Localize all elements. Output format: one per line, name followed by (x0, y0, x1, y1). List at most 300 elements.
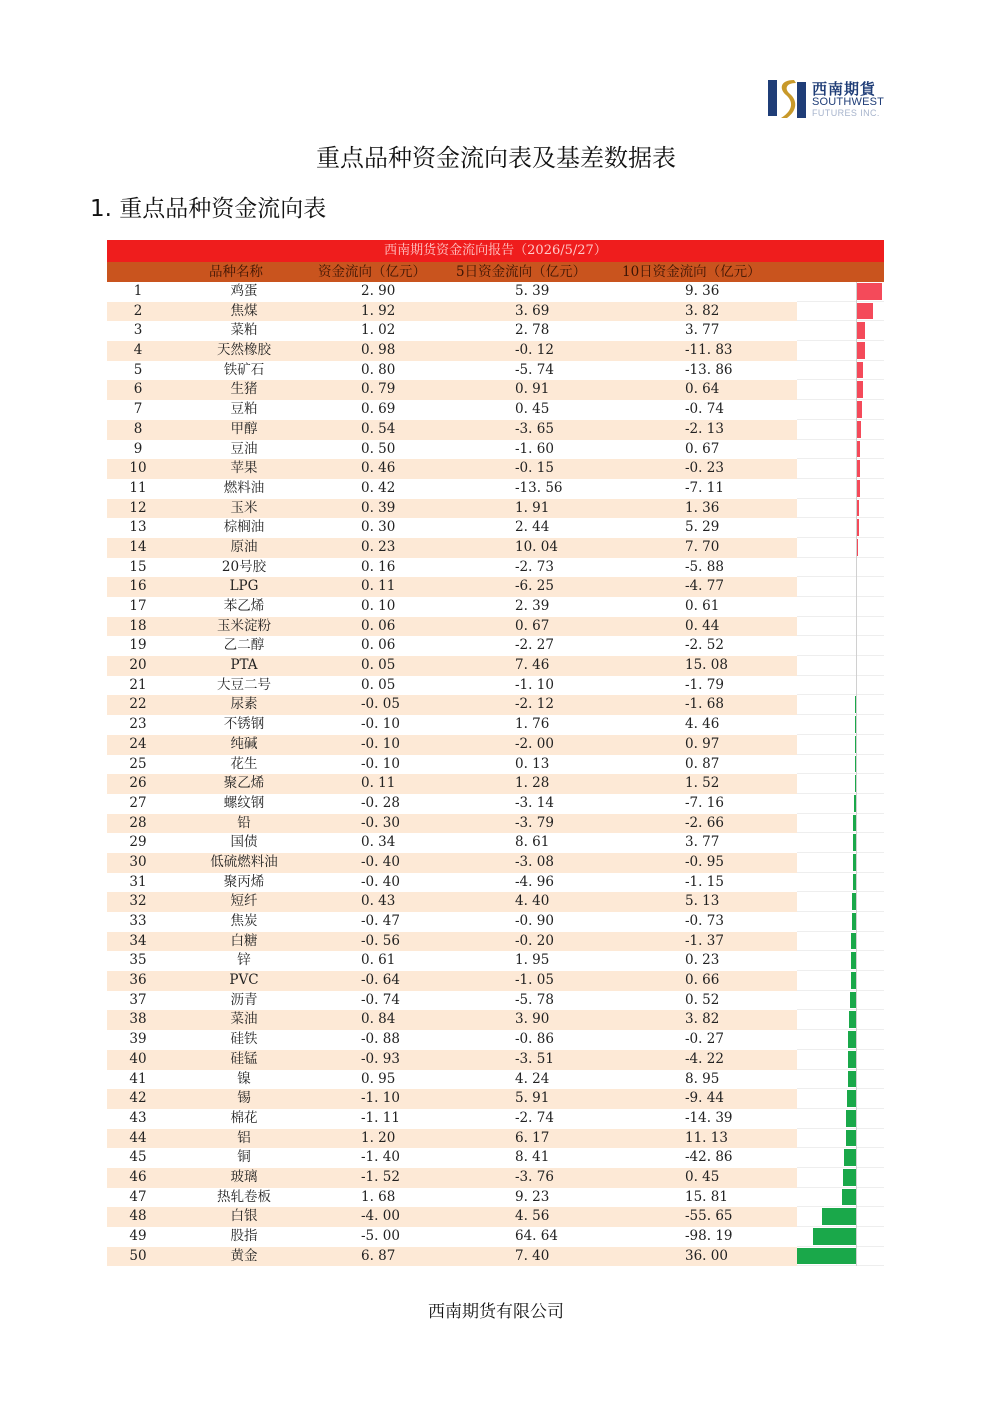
table-row (107, 1188, 884, 1208)
flow-bar-cell (797, 1070, 884, 1090)
cell-variety: 棕榈油 (223, 519, 265, 536)
cell-flow: -0. 40 (361, 853, 400, 870)
cell-flow: 0. 42 (361, 479, 396, 496)
cell-variety: 原油 (230, 538, 258, 555)
cell-flow: 0. 84 (361, 1011, 396, 1028)
cell-flow-5d: -0. 20 (515, 932, 554, 949)
cell-flow-5d: 5. 39 (515, 283, 550, 299)
cell-index: 24 (129, 735, 147, 752)
outflow-bar (813, 1228, 856, 1245)
cell-variety: 焦炭 (230, 913, 258, 929)
cell-flow-5d: -6. 25 (515, 578, 554, 595)
flow-bar-cell (797, 400, 884, 420)
cell-flow-10d: 0. 45 (685, 1168, 720, 1185)
cell-flow-5d: -3. 51 (515, 1050, 554, 1067)
cell-flow-10d: -2. 13 (685, 420, 724, 437)
table-row (107, 853, 884, 873)
cell-flow: -0. 10 (361, 735, 400, 752)
cell-flow-5d: -3. 79 (515, 814, 554, 831)
table-row (107, 538, 884, 558)
cell-flow-10d: 1. 36 (685, 499, 720, 516)
cell-flow: -0. 40 (361, 873, 400, 890)
cell-flow-10d: 1. 52 (685, 775, 720, 792)
cell-index: 25 (129, 755, 147, 772)
cell-flow-10d: -14. 39 (685, 1109, 733, 1126)
cell-flow: 0. 50 (361, 440, 396, 457)
cell-index: 47 (129, 1188, 147, 1205)
cell-flow: -4. 00 (361, 1208, 400, 1225)
cell-index: 37 (129, 991, 147, 1008)
flow-bar-cell (797, 321, 884, 341)
cell-variety: 铅 (237, 814, 251, 831)
cell-flow-10d: 0. 44 (685, 617, 720, 634)
table-row (107, 833, 884, 853)
cell-flow-10d: 36. 00 (685, 1247, 728, 1264)
cell-flow-5d: 8. 61 (515, 834, 550, 851)
flow-bar-cell (797, 380, 884, 400)
header-flow-10d: 10日资金流向（亿元） (622, 264, 761, 280)
cell-flow-5d: 4. 40 (515, 893, 550, 910)
cell-index: 43 (129, 1109, 147, 1126)
cell-index: 46 (129, 1168, 147, 1185)
cell-index: 11 (129, 479, 147, 496)
cell-flow: -0. 28 (361, 794, 400, 811)
table-row (107, 518, 884, 538)
cell-index: 31 (129, 873, 147, 890)
cell-index: 35 (129, 952, 147, 969)
cell-index: 39 (129, 1031, 147, 1048)
logo-mark-icon (766, 76, 808, 122)
cell-index: 21 (129, 676, 147, 693)
cell-variety: 苯乙烯 (223, 598, 265, 614)
cell-variety: 黄金 (230, 1247, 258, 1264)
cell-index: 16 (129, 578, 147, 595)
cell-flow: 0. 30 (361, 519, 396, 536)
table-row (107, 794, 884, 814)
cell-index: 30 (129, 853, 147, 870)
flow-bar-cell (797, 1227, 884, 1247)
cell-flow-10d: -2. 66 (685, 814, 724, 831)
cell-variety: 聚丙烯 (223, 873, 265, 890)
cell-variety: 不锈钢 (223, 716, 265, 733)
cell-flow-10d: 0. 64 (685, 381, 720, 398)
flow-bar-cell (797, 1207, 884, 1227)
flow-bar-cell (797, 1010, 884, 1030)
cell-flow-10d: 0. 61 (685, 598, 720, 614)
cell-flow-5d: -5. 78 (515, 991, 554, 1008)
table-row (107, 735, 884, 755)
cell-flow-5d: -2. 73 (515, 558, 554, 575)
flow-bar-cell (797, 755, 884, 775)
cell-flow-5d: 0. 45 (515, 401, 550, 418)
flow-bar-cell (797, 912, 884, 932)
cell-flow: 6. 87 (361, 1247, 396, 1264)
cell-flow-10d: 15. 08 (685, 657, 728, 674)
cell-flow-5d: 1. 91 (515, 499, 550, 516)
cell-flow: 0. 34 (361, 834, 396, 851)
inflow-bar (856, 322, 865, 339)
outflow-bar (848, 1051, 856, 1068)
cell-flow: 0. 16 (361, 558, 396, 575)
cell-variety: 甲醇 (230, 420, 258, 437)
cell-variety: 锡 (237, 1090, 251, 1107)
outflow-bar (847, 1090, 856, 1107)
outflow-bar (848, 1071, 856, 1088)
cell-flow-5d: -1. 10 (515, 676, 554, 693)
cell-flow: -0. 74 (361, 991, 400, 1008)
cell-flow-5d: -1. 60 (515, 440, 554, 457)
outflow-bar (846, 1110, 856, 1127)
inflow-bar (856, 381, 863, 398)
cell-variety: 硅铁 (230, 1031, 258, 1048)
table-row (107, 971, 884, 991)
outflow-bar (846, 1130, 856, 1147)
cell-flow: 0. 06 (361, 617, 396, 634)
cell-flow-10d: -1. 15 (685, 873, 724, 890)
cell-flow-10d: 3. 82 (685, 1011, 720, 1028)
cell-flow-10d: 3. 77 (685, 834, 720, 851)
cell-variety: 铝 (237, 1129, 251, 1146)
cell-flow-10d: -98. 19 (685, 1228, 733, 1244)
cell-flow: 0. 98 (361, 342, 396, 359)
cell-variety: PVC (229, 972, 259, 989)
cell-flow: 0. 54 (361, 420, 396, 437)
table-row (107, 282, 884, 302)
cell-index: 27 (129, 794, 147, 811)
cell-variety: 大豆二号 (217, 676, 271, 693)
cell-flow-10d: 0. 66 (685, 972, 720, 989)
cell-variety: 20号胶 (221, 558, 267, 575)
table-row (107, 755, 884, 775)
bar-axis (856, 282, 857, 1266)
cell-variety: 锌 (237, 952, 251, 969)
header-flow: 资金流向（亿元） (318, 264, 426, 280)
cell-index: 45 (129, 1149, 147, 1166)
cell-index: 32 (129, 893, 147, 910)
cell-flow: -5. 00 (361, 1228, 400, 1244)
cell-flow: -1. 40 (361, 1149, 400, 1166)
cell-flow-10d: 3. 77 (685, 322, 720, 339)
cell-index: 38 (129, 1011, 147, 1028)
cell-variety: 生猪 (230, 381, 258, 398)
cell-flow-5d: 64. 64 (515, 1228, 558, 1244)
flow-bar-cell (797, 577, 884, 597)
cell-flow-10d: 9. 36 (685, 283, 720, 299)
inflow-bar (856, 303, 873, 320)
cell-variety: 豆油 (230, 440, 258, 457)
table-row (107, 991, 884, 1011)
cell-flow-10d: 5. 13 (685, 893, 720, 910)
cell-flow-10d: -55. 65 (685, 1208, 733, 1225)
cell-flow-10d: -7. 11 (685, 479, 724, 496)
cell-flow: 0. 39 (361, 499, 396, 516)
table-row (107, 440, 884, 460)
cell-flow-5d: -0. 12 (515, 342, 554, 359)
cell-flow: 0. 06 (361, 637, 396, 654)
cell-flow: 0. 80 (361, 361, 396, 378)
cell-flow: 1. 02 (361, 322, 396, 339)
inflow-bar (856, 362, 863, 379)
table-row (107, 1089, 884, 1109)
cell-index: 18 (129, 617, 147, 634)
cell-flow-10d: 8. 95 (685, 1070, 720, 1087)
cell-index: 12 (129, 499, 147, 516)
cell-flow-10d: -1. 37 (685, 932, 724, 949)
fund-flow-table (107, 240, 884, 1266)
table-row (107, 1227, 884, 1247)
logo-english-subtext: FUTURES INC. (812, 108, 880, 118)
cell-variety: 玻璃 (230, 1168, 258, 1185)
cell-variety: 尿素 (230, 696, 258, 713)
table-row (107, 302, 884, 322)
flow-bar-cell (797, 695, 884, 715)
table-row (107, 1070, 884, 1090)
outflow-bar (844, 1149, 856, 1166)
cell-flow-10d: -4. 77 (685, 578, 724, 595)
section-title: 1. 重点品种资金流向表 (90, 196, 327, 222)
outflow-bar (842, 1189, 856, 1206)
cell-variety: 玉米 (230, 499, 258, 516)
cell-variety: PTA (230, 657, 258, 674)
cell-flow-10d: 11. 13 (685, 1129, 728, 1146)
flow-bar-cell (797, 774, 884, 794)
cell-variety: 热轧卷板 (217, 1188, 271, 1205)
flow-bar-cell (797, 558, 884, 578)
table-row (107, 774, 884, 794)
flow-bar-cell (797, 1089, 884, 1109)
flow-bar-cell (797, 1188, 884, 1208)
cell-flow-5d: 6. 17 (515, 1129, 550, 1146)
cell-variety: 白银 (230, 1208, 258, 1225)
cell-variety: 菜油 (230, 1011, 258, 1028)
cell-index: 5 (133, 361, 143, 378)
table-row (107, 656, 884, 676)
table-row (107, 380, 884, 400)
cell-flow-5d: 0. 13 (515, 755, 550, 772)
cell-index: 29 (129, 834, 147, 851)
cell-index: 41 (129, 1070, 147, 1087)
table-row (107, 1109, 884, 1129)
cell-flow-5d: 1. 28 (515, 775, 550, 792)
flow-bar-cell (797, 420, 884, 440)
table-header (107, 262, 884, 282)
table-row (107, 479, 884, 499)
cell-flow: 0. 23 (361, 538, 396, 555)
cell-index: 44 (129, 1129, 147, 1146)
cell-flow-10d: -0. 23 (685, 460, 724, 477)
cell-flow: 0. 43 (361, 893, 396, 910)
cell-variety: 硅锰 (230, 1050, 258, 1067)
cell-flow-5d: 3. 90 (515, 1011, 550, 1028)
cell-index: 14 (129, 538, 147, 555)
cell-flow-5d: -5. 74 (515, 361, 554, 378)
cell-index: 8 (133, 420, 143, 437)
cell-flow-10d: 0. 67 (685, 440, 720, 457)
outflow-bar (849, 1011, 856, 1028)
cell-index: 15 (129, 558, 147, 575)
cell-flow-5d: -2. 27 (515, 637, 554, 654)
cell-index: 33 (129, 913, 147, 929)
outflow-bar (848, 1031, 856, 1048)
flow-bar-cell (797, 597, 884, 617)
cell-variety: 股指 (230, 1228, 258, 1244)
cell-index: 22 (129, 696, 147, 713)
cell-flow-10d: 0. 87 (685, 755, 720, 772)
cell-variety: 豆粕 (230, 401, 258, 418)
document-title: 重点品种资金流向表及基差数据表 (316, 144, 676, 172)
table-row (107, 321, 884, 341)
cell-flow: 0. 95 (361, 1070, 396, 1087)
flow-bar-cell (797, 991, 884, 1011)
table-row (107, 1010, 884, 1030)
table-row (107, 341, 884, 361)
cell-index: 7 (133, 401, 143, 418)
cell-flow-5d: 2. 78 (515, 322, 550, 339)
cell-flow: 0. 05 (361, 657, 396, 674)
cell-flow-10d: -11. 83 (685, 342, 733, 359)
table-row (107, 636, 884, 656)
flow-bar-cell (797, 1148, 884, 1168)
cell-flow: -0. 10 (361, 716, 400, 733)
cell-index: 19 (129, 637, 147, 654)
flow-bar-cell (797, 499, 884, 519)
cell-flow: 0. 61 (361, 952, 396, 969)
cell-variety: LPG (229, 578, 259, 595)
cell-flow-5d: -3. 65 (515, 420, 554, 437)
cell-variety: 聚乙烯 (223, 775, 265, 792)
flow-bar-cell (797, 971, 884, 991)
cell-index: 36 (129, 972, 147, 989)
table-row (107, 695, 884, 715)
cell-variety: 短纤 (230, 893, 258, 910)
flow-bar-cell (797, 833, 884, 853)
header-variety: 品种名称 (209, 264, 263, 280)
cell-flow-10d: -9. 44 (685, 1090, 724, 1107)
cell-index: 34 (129, 932, 147, 949)
cell-index: 40 (129, 1050, 147, 1067)
cell-flow-5d: 0. 67 (515, 617, 550, 634)
cell-flow-10d: -42. 86 (685, 1149, 733, 1166)
cell-flow-5d: 1. 95 (515, 952, 550, 969)
cell-variety: 菜粕 (230, 322, 258, 339)
cell-flow: 0. 11 (361, 775, 396, 792)
inflow-bar (856, 283, 882, 300)
logo-chinese-text: 西南期貨 (812, 80, 877, 98)
cell-flow: -0. 93 (361, 1050, 400, 1067)
cell-flow-5d: 2. 44 (515, 519, 550, 536)
flow-bar-cell (797, 459, 884, 479)
flow-bar-cell (797, 873, 884, 893)
cell-flow-5d: -2. 74 (515, 1109, 554, 1126)
company-logo (766, 76, 906, 122)
cell-index: 23 (129, 716, 147, 733)
cell-variety: 沥青 (230, 991, 258, 1008)
cell-flow-10d: -0. 73 (685, 913, 724, 929)
flow-bar-cell (797, 932, 884, 952)
flow-bar-cell (797, 1129, 884, 1149)
cell-flow-10d: -4. 22 (685, 1050, 724, 1067)
cell-flow-10d: -2. 52 (685, 637, 724, 654)
cell-index: 28 (129, 814, 147, 831)
flow-bar-cell (797, 341, 884, 361)
cell-index: 9 (133, 440, 143, 457)
inflow-bar (856, 342, 865, 359)
cell-flow: 0. 11 (361, 578, 396, 595)
cell-flow: -0. 56 (361, 932, 400, 949)
cell-flow-5d: -0. 90 (515, 913, 554, 929)
cell-variety: 花生 (230, 755, 258, 772)
flow-bar-cell (797, 794, 884, 814)
flow-bar-cell (797, 814, 884, 834)
cell-flow: -1. 52 (361, 1168, 400, 1185)
table-row (107, 459, 884, 479)
cell-flow-5d: 1. 76 (515, 716, 550, 733)
cell-flow-5d: -2. 00 (515, 735, 554, 752)
flow-bar-cell (797, 282, 884, 302)
cell-flow-5d: 10. 04 (515, 538, 558, 555)
flow-bar-cell (797, 361, 884, 381)
cell-flow-10d: 5. 29 (685, 519, 720, 536)
cell-flow-5d: -3. 08 (515, 853, 554, 870)
footer-company: 西南期货有限公司 (428, 1302, 564, 1322)
cell-variety: 苹果 (230, 460, 258, 477)
cell-flow-10d: -7. 16 (685, 794, 724, 811)
flow-bar-cell (797, 715, 884, 735)
cell-flow-10d: -0. 95 (685, 853, 724, 870)
flow-bar-cell (797, 617, 884, 637)
cell-flow: -0. 88 (361, 1031, 400, 1048)
table-title: 西南期货资金流向报告（2026/5/27） (107, 240, 884, 262)
cell-flow-10d: -0. 74 (685, 401, 724, 418)
flow-bar-cell (797, 479, 884, 499)
cell-variety: 鸡蛋 (230, 283, 258, 299)
table-row (107, 1148, 884, 1168)
cell-flow-10d: 3. 82 (685, 302, 720, 319)
flow-bar-cell (797, 951, 884, 971)
cell-flow-10d: -13. 86 (685, 361, 733, 378)
cell-flow-5d: -1. 05 (515, 972, 554, 989)
outflow-bar (843, 1169, 856, 1186)
cell-flow-5d: -4. 96 (515, 873, 554, 890)
cell-flow-5d: -2. 12 (515, 696, 554, 713)
table-row (107, 951, 884, 971)
cell-index: 50 (129, 1247, 147, 1264)
table-row (107, 400, 884, 420)
cell-index: 2 (133, 302, 143, 319)
table-row (107, 499, 884, 519)
table-row (107, 558, 884, 578)
cell-flow: 0. 69 (361, 401, 396, 418)
header-flow-5d: 5日资金流向（亿元） (456, 264, 587, 280)
cell-flow-5d: 9. 23 (515, 1188, 550, 1205)
table-row (107, 873, 884, 893)
flow-bar-cell (797, 656, 884, 676)
flow-bar-cell (797, 636, 884, 656)
cell-variety: 焦煤 (230, 302, 258, 319)
cell-variety: 国债 (230, 834, 258, 851)
table-row (107, 892, 884, 912)
cell-flow: 0. 10 (361, 598, 396, 614)
cell-variety: 乙二醇 (223, 637, 265, 654)
cell-flow: 0. 05 (361, 676, 396, 693)
cell-flow-5d: 4. 24 (515, 1070, 550, 1087)
cell-variety: 玉米淀粉 (217, 617, 271, 634)
flow-bar-cell (797, 538, 884, 558)
table-row (107, 814, 884, 834)
table-row (107, 715, 884, 735)
cell-variety: 棉花 (230, 1109, 258, 1126)
cell-flow-10d: 0. 52 (685, 991, 720, 1008)
